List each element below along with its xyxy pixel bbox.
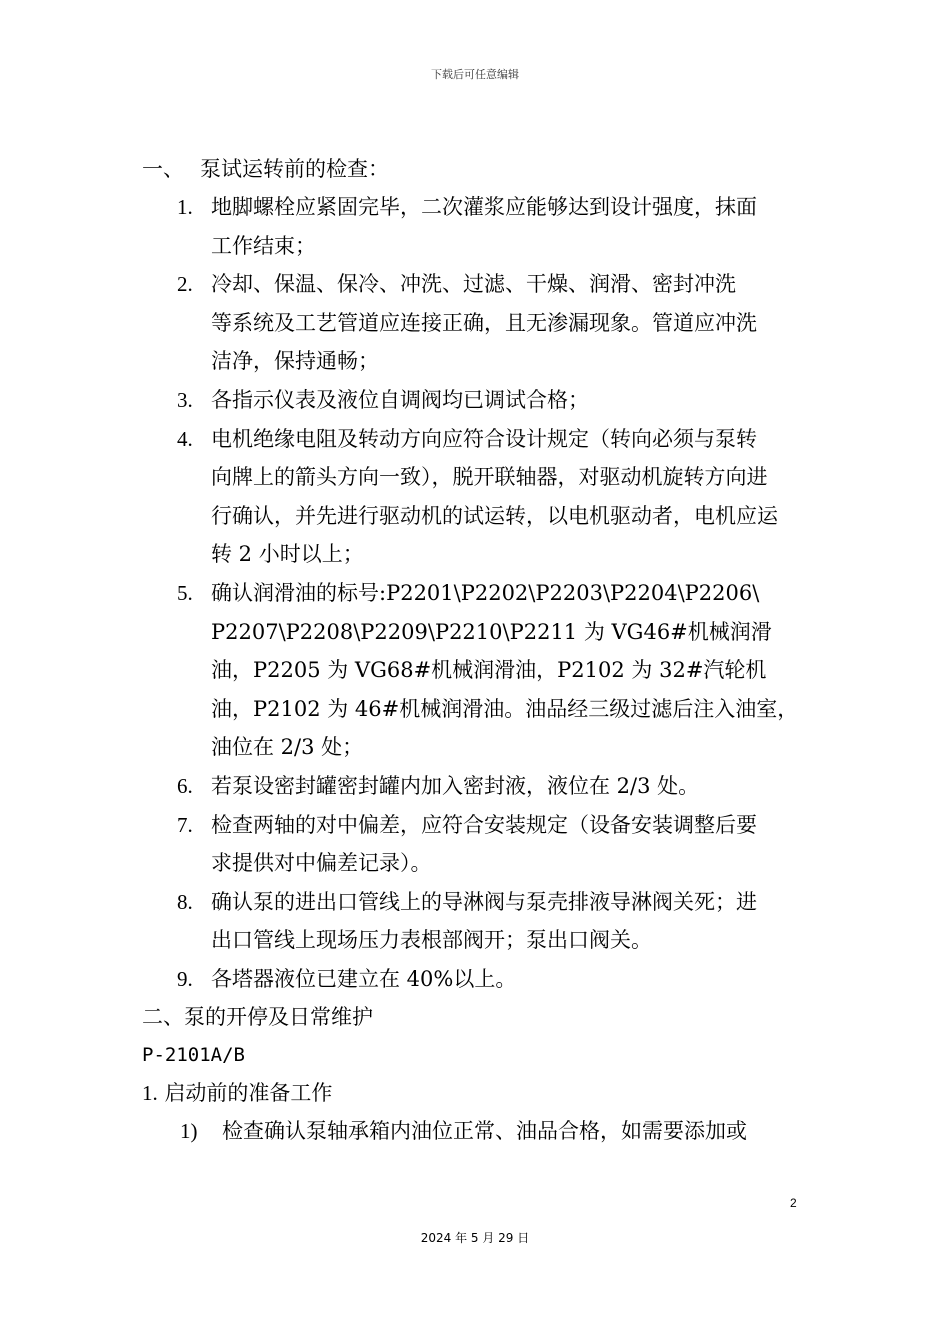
list-item	[142, 574, 814, 767]
list-item	[142, 420, 814, 574]
prep-list	[142, 1112, 814, 1150]
list-item-text-line: 转 2 小时以上；	[211, 542, 364, 567]
list-item-text-line: 若泵设密封罐密封罐内加入密封液，液位在 2/3 处。	[211, 773, 700, 798]
list-item-number: 2.	[177, 272, 193, 297]
list-item-text-line: 出口管线上现场压力表根部阀开；泵出口阀关。	[211, 928, 652, 953]
list-item-number: 8.	[177, 889, 193, 914]
list-item-text-line: 电机绝缘电阻及转动方向应符合设计规定（转向必须与泵转	[211, 426, 757, 451]
list-item-text-line: 确认润滑油的标号:P2201\P2202\P2203\P2204\P2206\	[211, 580, 760, 605]
list-item-text-line: 求提供对中偏差记录）。	[211, 851, 432, 876]
list-item	[142, 960, 814, 999]
list-item	[142, 188, 814, 265]
list-item-text-line: 向牌上的箭头方向一致），脱开联轴器，对驱动机旋转方向进	[211, 465, 768, 490]
list-item-text-line: 洁净，保持通畅；	[211, 349, 379, 374]
list-item-text-line: 油，P2102 为 46#机械润滑油。油品经三级过滤后注入油室，	[211, 696, 799, 721]
sub-list-item	[142, 1112, 814, 1150]
list-item-text-line: 等系统及工艺管道应连接正确，且无渗漏现象。管道应冲洗	[211, 310, 757, 335]
list-item-text-line: 冷却、保温、保冷、冲洗、过滤、干燥、润滑、密封冲洗	[211, 272, 736, 297]
list-item	[142, 767, 814, 806]
list-item-text-line: 各塔器液位已建立在 40%以上。	[211, 966, 517, 991]
pump-id: P-2101A/B	[142, 1044, 245, 1067]
section-1-number: 一、	[142, 157, 184, 181]
list-item-text-line: P2207\P2208\P2209\P2210\P2211 为 VG46#机械润滑	[211, 619, 772, 644]
list-item-number: 4.	[177, 426, 193, 451]
section-2-heading: 二、泵的开停及日常维护	[142, 1005, 373, 1030]
list-item-text-line: 工作结束；	[211, 233, 316, 258]
list-item-text-line: 检查确认泵轴承箱内油位正常、油品合格，如需要添加或	[222, 1119, 747, 1144]
list-item-text-line: 油，P2205 为 VG68#机械润滑油，P2102 为 32#汽轮机	[211, 658, 767, 683]
document-body	[142, 150, 814, 1150]
list-item-text-line: 确认泵的进出口管线上的导淋阀与泵壳排液导淋阀关死；进	[211, 889, 757, 914]
list-item	[142, 883, 814, 960]
list-item	[142, 265, 814, 381]
list-item-number: 1.	[177, 195, 193, 219]
subsection-heading	[142, 1074, 814, 1112]
subsection-number: 1.	[142, 1081, 158, 1106]
list-item-number: 1)	[180, 1119, 198, 1144]
footer-date: 2024 年 5 月 29 日	[420, 1231, 530, 1245]
list-item-number: 7.	[177, 812, 193, 837]
list-item-text-line: 地脚螺栓应紧固完毕，二次灌浆应能够达到设计强度，抹面	[211, 195, 757, 219]
section-1-heading	[142, 150, 814, 188]
page-number: 2	[790, 1196, 797, 1210]
list-item-number: 6.	[177, 773, 193, 798]
page-header: 下载后可任意编辑	[431, 68, 519, 81]
list-item-number: 5.	[177, 580, 193, 605]
list-item	[142, 381, 814, 420]
list-item-text-line: 行确认，并先进行驱动机的试运转，以电机驱动者，电机应运	[211, 503, 778, 528]
list-item-text-line: 油位在 2/3 处；	[211, 735, 364, 760]
list-item	[142, 806, 814, 883]
list-item-text-line: 各指示仪表及液位自调阀均已调试合格；	[211, 387, 589, 412]
list-item-text-line: 检查两轴的对中偏差，应符合安装规定（设备安装调整后要	[211, 812, 757, 837]
check-list	[142, 188, 814, 998]
subsection-title: 启动前的准备工作	[164, 1081, 333, 1106]
section-1-title: 泵试运转前的检查：	[200, 157, 389, 181]
list-item-number: 9.	[177, 966, 193, 991]
list-item-number: 3.	[177, 387, 193, 412]
